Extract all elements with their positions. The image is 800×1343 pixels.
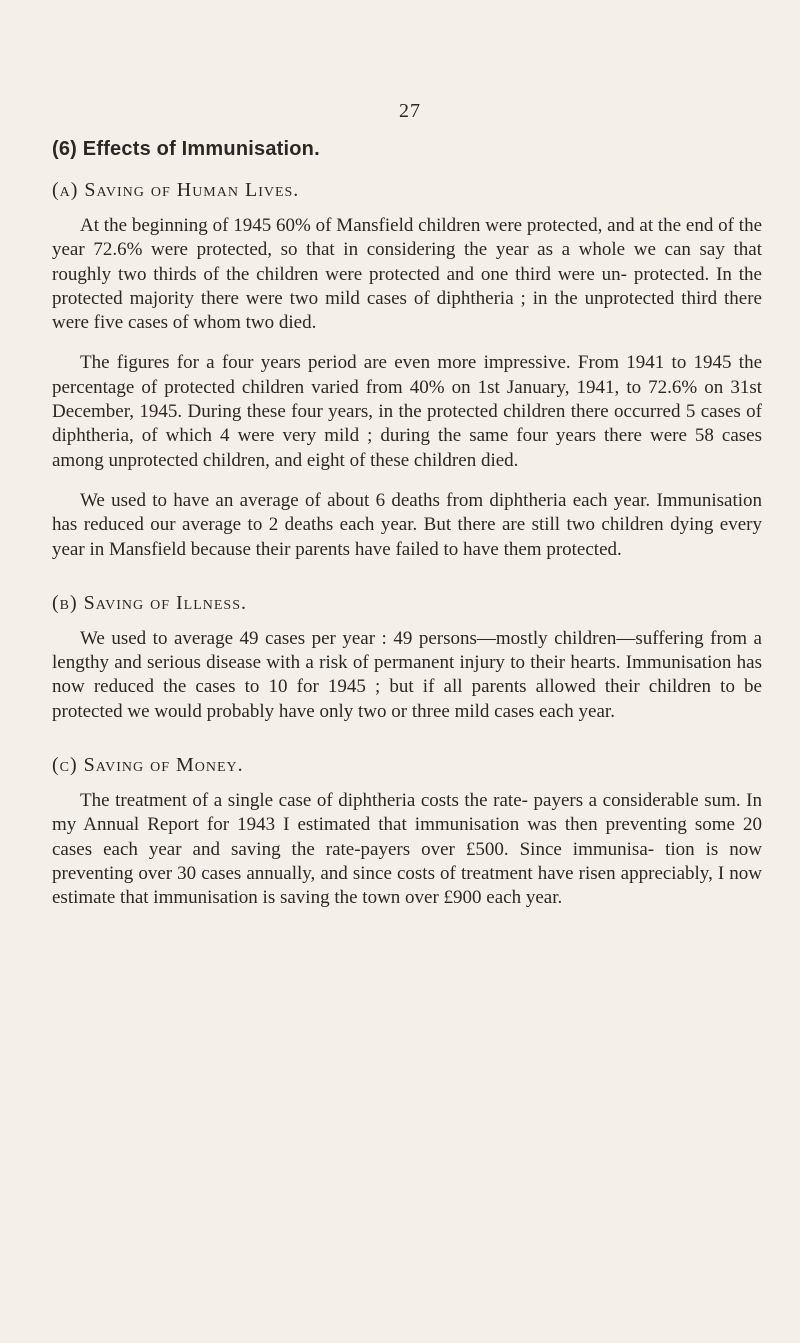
paragraph: We used to average 49 cases per year : 49 persons—mostly children—suffering from a lengthy and serious disease with a risk of permanent injury to their hearts. Immunisation has now reduced the cases to 10 for 1945 ; but if all parents allowed their children to be protected we would probably have only two or three mild cases each year. (52, 627, 762, 722)
paragraph: At the beginning of 1945 60% of Mansfield children were protected, and at the end of the year 72.6% were protected, so that in considering the year as a whole we can say that roughly two thirds of the children were protected and one third were un- protected. In the protected majority there were two mild cases of diphtheria ; in the unprotected third there were five cases of whom two died. (52, 215, 762, 334)
paragraph: The treatment of a single case of diphtheria costs the rate- payers a considerable sum. In my Annual Report for 1943 I estimated that immunisation was then preventing some 20 cases each year and saving the rate-payers over £500. Since immunisa- tion is now preventing over 30 cases annually, and since costs of treatment have risen appreciably, I now estimate that immunisation is saving the town over £900 each year. (52, 790, 762, 909)
paragraph: We used to have an average of about 6 deaths from diphtheria each year. Immunisation has reduced our average to 2 deaths each year. But there are still two children dying every year in Mansfield because their parents have failed to have them protected. (52, 489, 762, 560)
section-saving-money (52, 754, 762, 910)
section-title: (b) Saving of Illness. (52, 591, 247, 614)
section-title: (c) Saving of Money. (52, 754, 244, 777)
main-heading: (6) Effects of Immunisation. (52, 138, 320, 160)
section-saving-illness (52, 592, 762, 724)
paragraph: The figures for a four years period are even more impressive. From 1941 to 1945 the percentage of protected children varied from 40% on 1st January, 1941, to 72.6% on 31st December, 1945. During these four years, in the protected children there occurred 5 cases of diphtheria, of which 4 were very mild ; during the same four years there were 58 cases among unprotected children, and eight of these children died. (52, 352, 762, 471)
page-number: 27 (399, 100, 421, 122)
page-content (52, 138, 762, 927)
section-saving-lives (52, 179, 762, 562)
section-title: (a) Saving of Human Lives. (52, 179, 300, 201)
